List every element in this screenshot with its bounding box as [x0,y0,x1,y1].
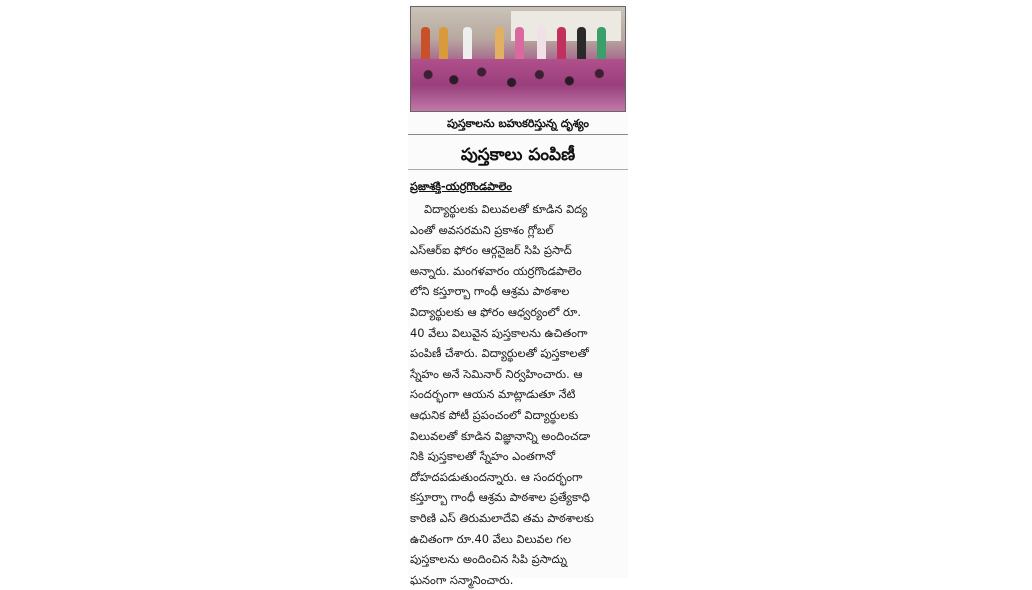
article-line: ఆధునిక పోటీ ప్రపంచంలో విద్యార్థులకు [410,407,579,422]
photo-caption: పుస్తకాలను బహుకరిస్తున్న దృశ్యం [408,114,628,135]
article-line: ఎంతో అవసరమని ప్రకాశం గ్లోబల్ [410,222,554,237]
article-line: విద్యార్థులకు విలువలతో కూడిన విద్య [424,202,588,216]
person-figure [577,27,586,63]
article-line: కారిణి ఎస్ తిరుమలాదేవి తమ పాఠశాలకు [410,510,594,525]
person-figure [557,27,566,63]
article-line: విద్యార్థులకు ఆ ఫోరం ఆధ్వర్యంలో రూ. [410,304,581,319]
article-line: కస్తూర్బా గాంధీ ఆశ్రమ పాఠశాల ప్రత్యేకాధి [410,490,590,505]
article-line: నికి పుస్తకాలతో స్నేహం ఎంతగానో [410,449,556,464]
person-figure [597,27,606,63]
person-figure [515,27,524,63]
article-line: లోని కస్తూర్బా గాంధీ ఆశ్రమ పాఠశాల [410,284,570,299]
newspaper-clipping [408,4,628,587]
article-line: దోహదపడుతుందన్నారు. ఆ సందర్భంగా [410,469,583,484]
article-line: 40 వేలు విలువైన పుస్తకాలను ఉచితంగా [410,325,588,340]
article-line: ఉచితంగా రూ.40 వేలు విలువల గల [410,531,572,546]
person-figure [463,27,472,63]
article-line: ఘనంగా సన్మానించారు. [410,572,514,587]
dateline: ప్రజాశక్తి-యర్రగొండపాలెం [410,180,512,193]
person-figure [495,27,504,63]
article-body [410,199,624,590]
article-line: పుస్తకాలను అందించిన సిపి ప్రసాద్ను [410,552,567,567]
person-figure [421,27,430,63]
headline: పుస్తకాలు పంపిణీ [408,141,628,170]
article-line: స్నేహం అనే సెమినార్ నిర్వహించారు. ఆ [410,366,583,381]
article-line: అన్నారు. మంగళవారం యర్రగొండపాలెం [410,263,582,278]
news-photo [410,6,626,112]
article-line: ఎస్ఆర్ఐ ఫోరం ఆర్గనైజర్ సిపి ప్రసాద్ [410,243,572,258]
article-line: పంపిణీ చేశారు. విద్యార్థులతో పుస్తకాలతో [410,346,589,361]
person-figure [439,27,448,63]
article-line: విలువలతో కూడిన విజ్ఞానాన్ని అందించడా [410,428,591,443]
article-line: సందర్భంగా ఆయన మాట్లాడుతూ నేటి [410,387,576,402]
person-figure [537,27,546,63]
student-crowd [411,59,625,111]
